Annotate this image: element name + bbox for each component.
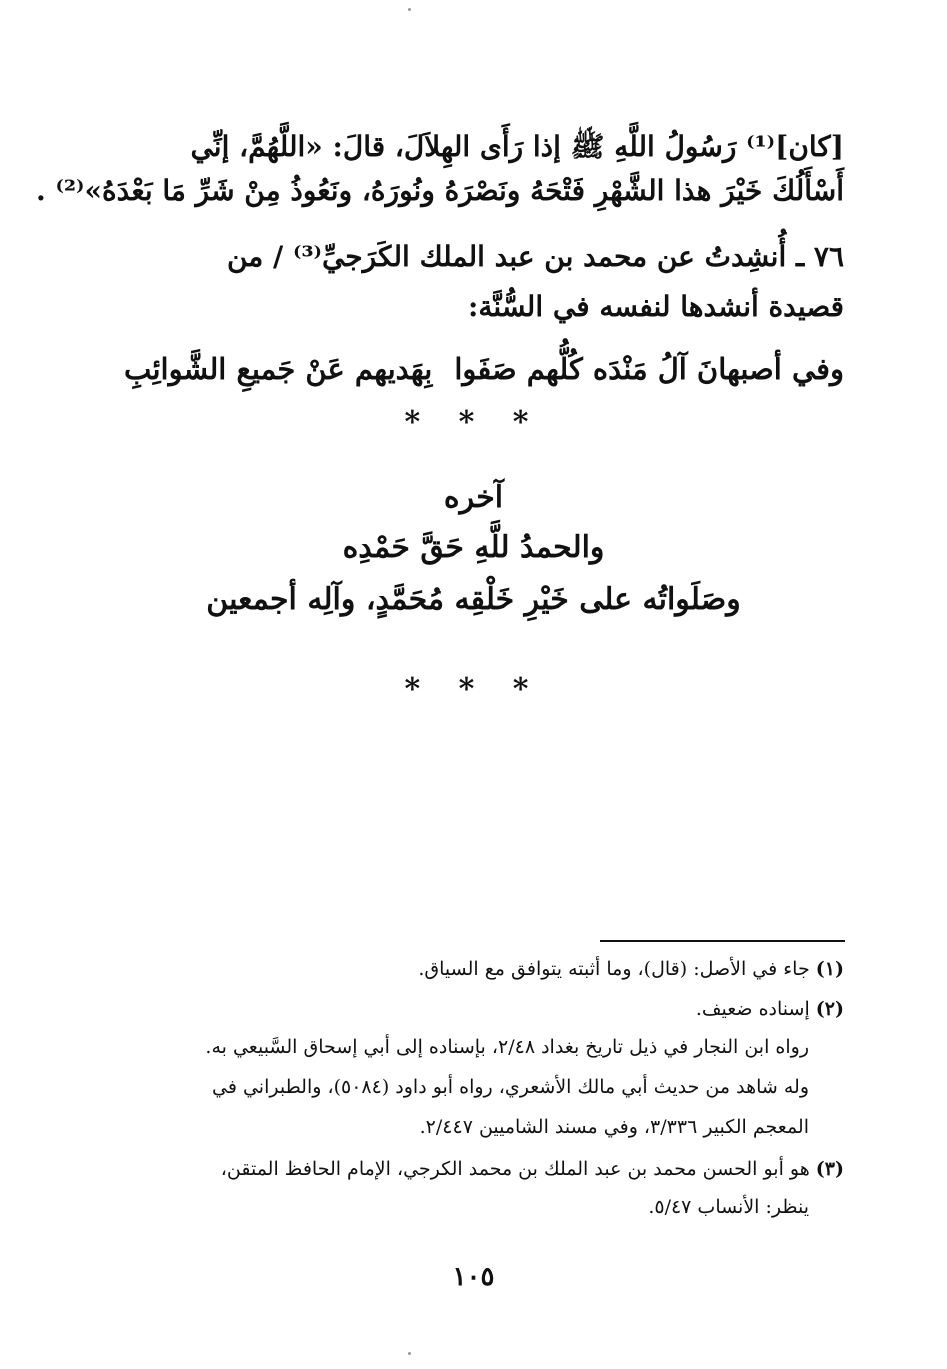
footnote-1-number: (١): [815, 958, 844, 980]
closing-divider-stars: * * *: [404, 672, 543, 707]
footnote-2-line-3: وله شاهد من حديث أبي مالك الأشعري، رواه أبو داود (٥٠٨٤)، والطبراني في: [212, 1076, 809, 1098]
footnote-3-line-2: ينظر: الأنساب ٥/٤٧.: [648, 1196, 809, 1218]
body-line-1: [كان]⁽¹⁾ رَسُولُ اللَّهِ ﷺ إذا رَأَى الهِلاَلَ، قالَ: «اللَّهُمَّ، إنِّي: [190, 130, 844, 163]
footnote-3-text: هو أبو الحسن محمد بن عبد الملك بن محمد الكرجي، الإمام الحافظ المتقن،: [220, 1158, 810, 1180]
footnote-3: [104, 1158, 844, 1180]
footnote-2-line-4: المعجم الكبير ٣/٣٣٦، وفي مسند الشاميين ٢/٤٤٧.: [419, 1116, 809, 1138]
footnote-3-number: (٣): [815, 1158, 844, 1180]
colophon-blessing: وصَلَواتُه على خَيْرِ خَلْقِه مُحَمَّدٍ، وآلِه أجمعين: [206, 582, 741, 617]
body-line-3: ٧٦ ـ أُنشِدتُ عن محمد بن عبد الملك الكَرَجيِّ⁽³⁾ / من: [226, 240, 844, 273]
section-divider-stars: * * *: [404, 405, 543, 440]
scan-speck: [408, 1352, 411, 1355]
page-number: ١٠٥: [452, 1262, 495, 1292]
body-line-4: قصيدة أنشدها لنفسه في السُّنَّة:: [468, 290, 844, 323]
body-line-2: أَسْأَلُكَ خَيْرَ هذا الشَّهْرِ فَتْحَهُ ونَصْرَهُ ونُورَهُ، ونَعُوذُ مِنْ شَرِّ مَا بَعْدَهُ»⁽²⁾ .: [36, 174, 844, 207]
footnote-2-number: (٢): [815, 998, 844, 1020]
scan-speck: [408, 8, 411, 11]
colophon-title: آخره: [443, 480, 504, 515]
footnote-1-text: جاء في الأصل: (قال)، وما أثبته يتوافق مع السياق.: [418, 958, 810, 980]
verse-second-hemistich: بِهَديهم عَنْ جَميعِ الشَّوائِبِ: [124, 352, 433, 386]
footnote-1: [104, 958, 844, 980]
poem-verse: [104, 352, 844, 396]
colophon-praise: والحمدُ للَّهِ حَقَّ حَمْدِه: [342, 530, 605, 565]
verse-first-hemistich: وفي أصبهانَ آلُ مَنْدَه كُلُّهم صَفَوا: [454, 352, 844, 386]
footnote-2-line-2: رواه ابن النجار في ذيل تاريخ بغداد ٢/٤٨، بإسناده إلى أبي إسحاق السَّبيعي به.: [205, 1036, 809, 1058]
footnote-2: [104, 998, 844, 1020]
footnote-rule: [600, 940, 845, 942]
footnote-2-text: إسناده ضعيف.: [695, 998, 810, 1020]
